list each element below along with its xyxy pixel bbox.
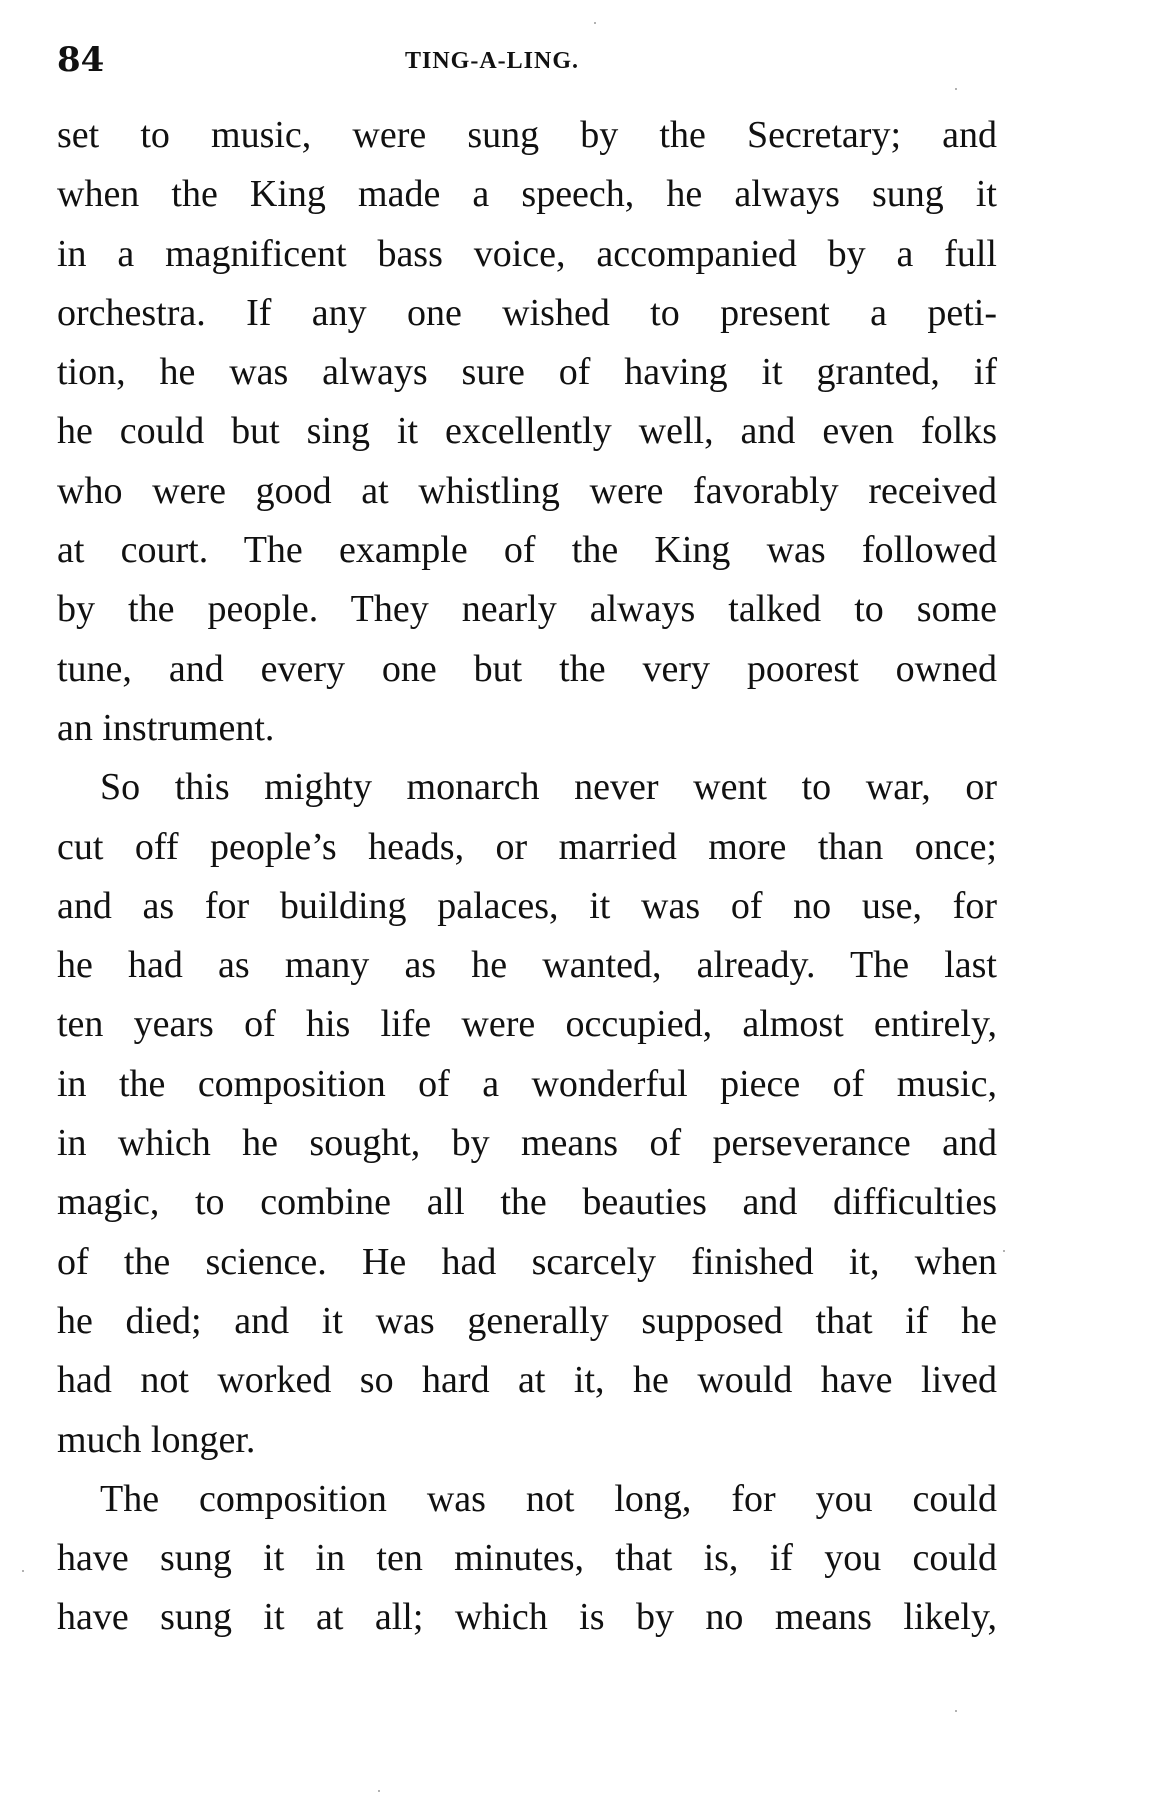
text-line: he could but sing it excellently well, and even folks — [57, 410, 997, 453]
paragraph-3 — [57, 1470, 997, 1648]
text-line: cut off people’s heads, or married more than once; — [57, 825, 997, 868]
text-line: orchestra. If any one wished to present a peti- — [57, 291, 997, 334]
text-line: have sung it at all; which is by no means likely, — [57, 1596, 997, 1639]
page-number: 84 — [57, 40, 105, 80]
page-header — [57, 40, 987, 80]
text-line: So this mighty monarch never went to war, or — [100, 766, 997, 809]
text-line: when the King made a speech, he always sung it — [57, 173, 997, 216]
text-line: who were good at whistling were favorably received — [57, 469, 997, 512]
paper-speck — [955, 88, 957, 90]
text-line: The composition was not long, for you could — [100, 1477, 997, 1520]
text-line: magic, to combine all the beauties and difficulties — [57, 1181, 997, 1224]
text-line: and as for building palaces, it was of no use, for — [57, 884, 997, 927]
text-line: in the composition of a wonderful piece of music, — [57, 1062, 997, 1105]
paper-speck — [378, 1790, 380, 1792]
paper-speck — [22, 1570, 24, 1572]
paper-speck — [1003, 1250, 1005, 1252]
body-text — [57, 106, 997, 1648]
paper-speck — [594, 22, 596, 24]
text-line: an instrument. — [57, 706, 275, 749]
paper-speck — [955, 1710, 957, 1712]
text-line: tion, he was always sure of having it granted, if — [57, 351, 997, 394]
paragraph-2 — [57, 758, 997, 1470]
text-line: ten years of his life were occupied, almost entirely, — [57, 1003, 997, 1046]
text-line: by the people. They nearly always talked to some — [57, 588, 997, 631]
text-line: had not worked so hard at it, he would have lived — [57, 1359, 997, 1402]
text-line: tune, and every one but the very poorest owned — [57, 647, 997, 690]
text-line: of the science. He had scarcely finished it, when — [57, 1240, 997, 1283]
text-line: at court. The example of the King was followed — [57, 529, 997, 572]
text-line: he died; and it was generally supposed that if he — [57, 1299, 997, 1342]
text-line: he had as many as he wanted, already. The last — [57, 944, 997, 987]
text-line: in a magnificent bass voice, accompanied by a full — [57, 232, 997, 275]
text-line: in which he sought, by means of perseverance and — [57, 1122, 997, 1165]
running-head: TING-A-LING. — [405, 48, 580, 74]
text-line: set to music, were sung by the Secretary; and — [57, 114, 997, 156]
text-line: have sung it in ten minutes, that is, if you could — [57, 1537, 997, 1580]
text-line: much longer. — [57, 1418, 256, 1461]
paragraph-1 — [57, 106, 997, 758]
